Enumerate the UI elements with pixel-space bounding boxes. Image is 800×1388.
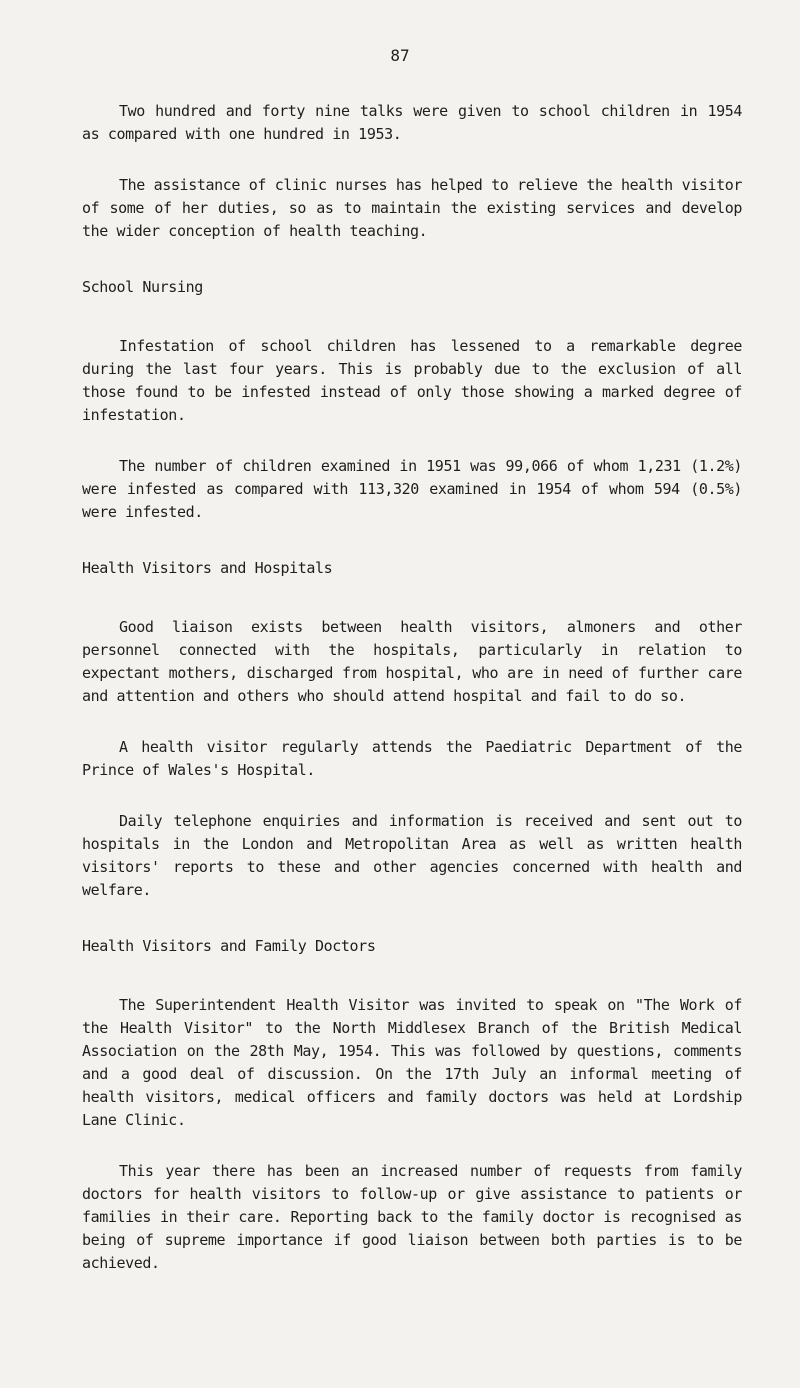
paragraph-family-doctor-requests: This year there has been an increased number of requests from family doctors for health visitors to follow-up or give assistance to patients or families in their care. Reporting back to the family doctor is recognised as being of supreme importance if good liaison between both parties is to be achieved. bbox=[82, 1162, 742, 1272]
document-body bbox=[82, 100, 742, 1275]
heading-health-visitors-hospitals: Health Visitors and Hospitals bbox=[82, 559, 333, 577]
paragraph-good-liaison: Good liaison exists between health visitors, almoners and other personnel connected with the hospitals, particularly in relation to expectant mothers, discharged from hospital, who are in need of further care and attention and others who should attend hospital and fail to do so. bbox=[82, 618, 742, 705]
paragraph-clinic-nurses: The assistance of clinic nurses has helped to relieve the health visitor of some of her duties, so as to maintain the existing services and develop the wider conception of health teaching. bbox=[82, 176, 742, 240]
heading-school-nursing: School Nursing bbox=[82, 278, 203, 296]
paragraph-children-examined: The number of children examined in 1951 was 99,066 of whom 1,231 (1.2%) were infested as compared with 113,320 examined in 1954 of whom 594 (0.5%) were infested. bbox=[82, 457, 742, 521]
paragraph-telephone-enquiries: Daily telephone enquiries and information is received and sent out to hospitals in the London and Metropolitan Area as well as written health visitors' reports to these and other agencies concerned with health and welfare. bbox=[82, 812, 742, 899]
heading-health-visitors-family-doctors: Health Visitors and Family Doctors bbox=[82, 937, 376, 955]
paragraph-paediatric: A health visitor regularly attends the Paediatric Department of the Prince of Wales's Hospital. bbox=[82, 738, 742, 779]
paragraph-school-talks: Two hundred and forty nine talks were given to school children in 1954 as compared with one hundred in 1953. bbox=[82, 102, 742, 143]
paragraph-infestation: Infestation of school children has lessened to a remarkable degree during the last four years. This is probably due to the exclusion of all those found to be infested instead of only those showing a marked degree of infestation. bbox=[82, 337, 742, 424]
page-number: 87 bbox=[390, 46, 410, 65]
paragraph-superintendent: The Superintendent Health Visitor was invited to speak on "The Work of the Health Visitor" to the North Middlesex Branch of the British Medical Association on the 28th May, 1954. This was followed by questions, comments and a good deal of discussion. On the 17th July an informal meeting of health visitors, medical officers and family doctors was held at Lordship Lane Clinic. bbox=[82, 996, 742, 1129]
